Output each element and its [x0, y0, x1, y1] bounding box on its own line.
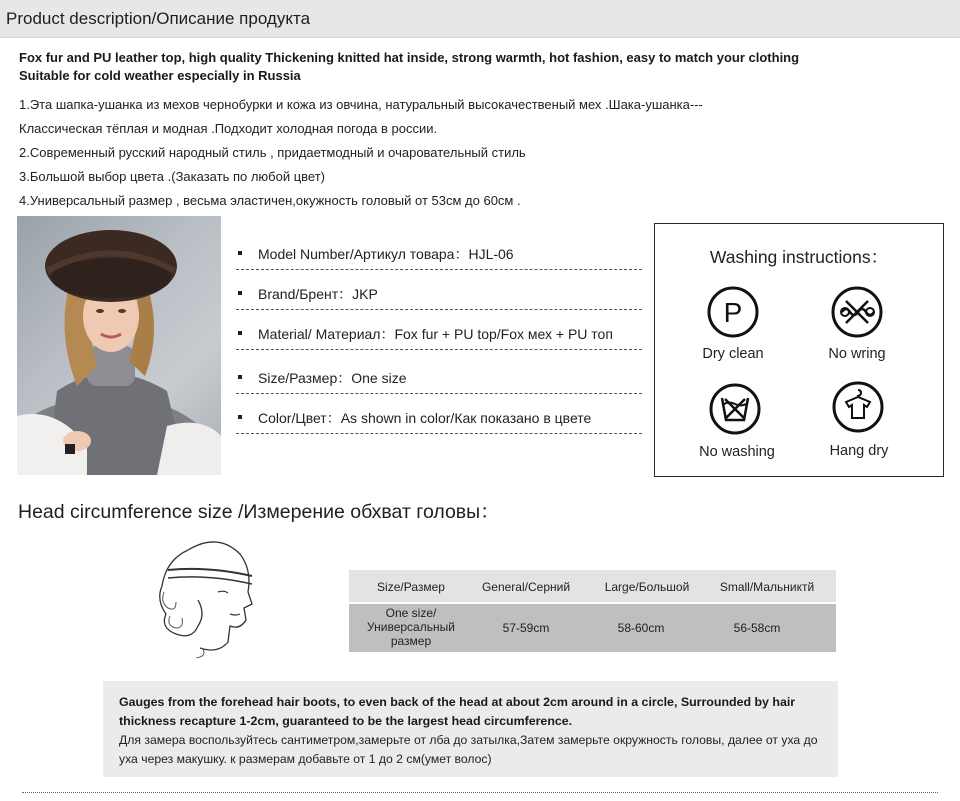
spec-size [236, 364, 642, 394]
table-cell-large: 58-60cm [617, 621, 665, 635]
table-cell-general: 57-59cm [502, 621, 550, 635]
size-line: размер [390, 634, 432, 648]
spec-brand [236, 280, 642, 310]
spec-label: Brand/Брент：JKP [258, 286, 378, 302]
bullet [238, 251, 242, 255]
note-english: Gauges from the forehead hair boots, to even back of the head at about 2cm around in a circle, Surrounded by hair thickness recapture 1-2cm, guaranteed to be the largest head circumference. [119, 695, 796, 728]
intro-en-line-1: Fox fur and PU leather top, high quality Thickening knitted hat inside, strong warmth, hot fashion, easy to match your clothing [19, 50, 800, 65]
table-cell-size [349, 606, 473, 648]
table-header-cell: General/Серний [481, 580, 571, 594]
bullet [238, 415, 242, 419]
spec-label: Color/Цвет：As shown in color/Как показано в цвете [258, 410, 592, 426]
size-line: Универсальный [367, 620, 455, 634]
table-header-cell: Small/Мальниктй [719, 580, 815, 594]
spec-label: Material/ Материал：Fox fur + PU top/Fox мех + PU топ [258, 326, 613, 342]
table-header-cell: Large/Большой [604, 580, 690, 594]
bullet [238, 375, 242, 379]
bullet [238, 291, 242, 295]
size-line: One size/ [385, 606, 437, 620]
size-table-row [349, 604, 836, 652]
dry-clean-icon [706, 285, 760, 339]
intro-ru-line: 2.Современный русский народный стиль , придаетмодный и очаровательный стиль [19, 145, 526, 160]
size-table [349, 570, 836, 652]
intro-en-line-2: Suitable for cold weather especially in Russia [19, 68, 301, 83]
intro-ru-line: 4.Универсальный размер , весьма эластичен,окужность головый от 53см до 60см . [19, 193, 521, 208]
spec-label: Model Number/Артикул товара：HJL-06 [258, 246, 514, 262]
wash-label: No wring [828, 346, 886, 362]
model-wearing-hat-illustration [17, 216, 221, 475]
no-washing-icon [708, 382, 762, 436]
note-russian: Для замера воспользуйтесь сантиметром,замерьте от лба до затылка,Затем замерьте окружность головы, далее от уха до уха через макушку. к размерам добавьте от 1 до 2 см(умет волос) [119, 733, 818, 766]
measuring-note [103, 681, 838, 777]
intro-ru-line: Классическая тёплая и модная .Подходит холодная погода в россии. [19, 121, 438, 136]
page-title: Product description/Описание продукта [6, 9, 311, 28]
wash-label: No washing [699, 444, 775, 460]
product-photo [17, 216, 221, 475]
head-measure-sketch [148, 530, 260, 658]
spec-model-number [236, 240, 642, 270]
spec-color [236, 404, 642, 434]
intro-ru-line: 1.Эта шапка-ушанка из мехов чернобурки и кожа из овчина, натуральный высокачественый мех .Шака-ушанка--- [19, 97, 703, 112]
washing-title: Washing instructions： [709, 247, 889, 267]
wash-label: Dry clean [702, 346, 764, 362]
head-circumference-title: Head circumference size /Измерение обхват головы： [18, 501, 500, 523]
table-cell-small: 56-58cm [733, 621, 781, 635]
svg-text:P: P [723, 297, 743, 328]
header-bar [0, 0, 960, 38]
bullet [238, 331, 242, 335]
hang-dry-icon [831, 380, 885, 434]
bottom-divider [22, 792, 938, 793]
no-wring-icon [830, 285, 884, 339]
size-table-header-row [349, 570, 836, 602]
washing-instructions-box [654, 223, 944, 477]
spec-label: Size/Размер：One size [258, 370, 407, 386]
table-header-cell: Size/Размер [377, 580, 445, 594]
spec-material [236, 320, 642, 350]
wash-label: Hang dry [829, 443, 889, 459]
intro-ru-line: 3.Большой выбор цвета .(Заказать по любой цвет) [19, 169, 326, 184]
